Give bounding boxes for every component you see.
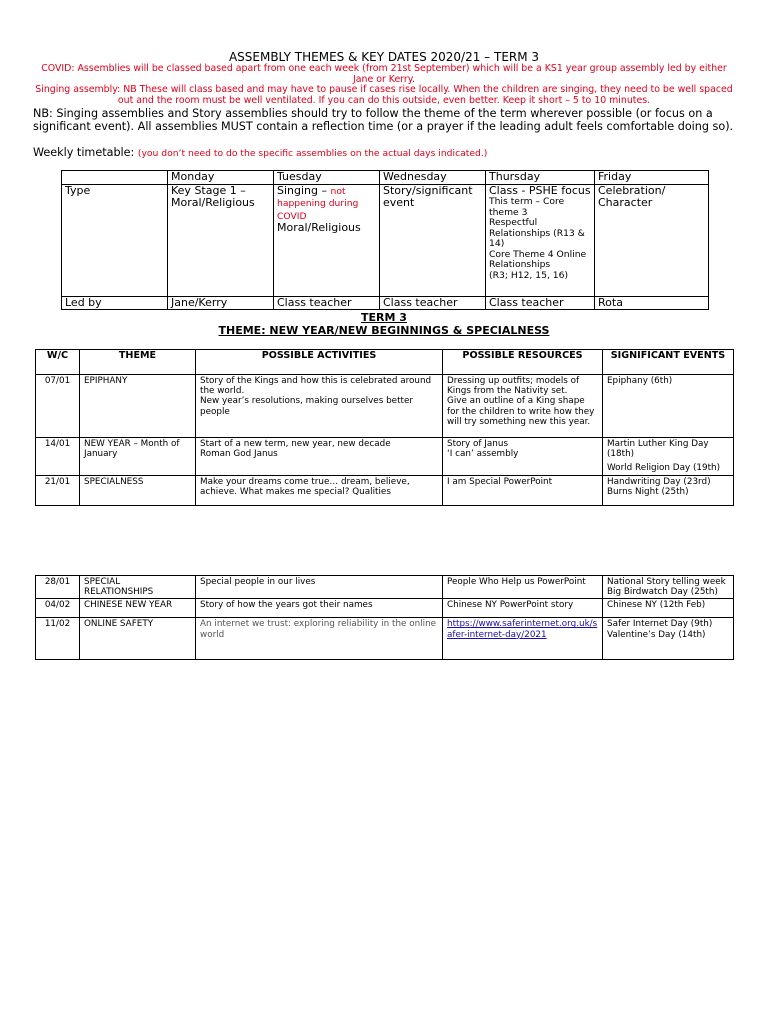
weekly-label: Weekly timetable:	[33, 146, 135, 159]
timetable-corner-cell	[62, 171, 168, 185]
led-monday: Jane/Kerry	[168, 296, 274, 310]
row-wc: 14/01	[36, 438, 80, 476]
led-tuesday: Class teacher	[274, 296, 380, 310]
row-events	[603, 576, 734, 599]
row-theme: ONLINE SAFETY	[80, 618, 196, 660]
row-resources	[443, 618, 603, 660]
header-resources: POSSIBLE RESOURCES	[443, 350, 603, 375]
page-title: ASSEMBLY THEMES & KEY DATES 2020/21 – TERM 3	[228, 50, 540, 64]
resource-line: Dressing up outfits; models of Kings from the Nativity set.	[447, 376, 580, 397]
led-label: Led by	[62, 296, 168, 310]
row-events	[603, 599, 734, 618]
row-theme: CHINESE NEW YEAR	[80, 599, 196, 618]
event-line: National Story telling week	[607, 577, 726, 587]
row-events	[603, 475, 734, 505]
table-row	[36, 438, 734, 476]
activity-line: Roman God Janus	[200, 449, 278, 460]
row-activities	[196, 375, 443, 438]
row-activities	[196, 618, 443, 660]
thursday-respectful-relationships: Respectful Relationships (R13 & 14)	[489, 217, 585, 249]
event-line: Chinese NY (12th Feb)	[607, 600, 706, 611]
event-line: Burns Night (25th)	[607, 486, 689, 497]
activity-line: Special people in our lives	[200, 577, 316, 587]
safer-internet-link[interactable]: https://www.saferinternet.org.uk/safer-internet-day/2021	[447, 619, 598, 640]
activity-line: Story of the Kings and how this is celebrated around the world.	[200, 376, 432, 397]
thursday-core-theme-4: Core Theme 4 Online Relationships	[489, 248, 587, 270]
wednesday-type: Story/significant event	[380, 184, 486, 296]
day-wednesday: Wednesday	[380, 171, 486, 185]
activity-line: Make your dreams come true… dream, believe, achieve. What makes me special? Qualities	[200, 476, 410, 497]
row-resources	[443, 475, 603, 505]
resource-line: Story of Janus	[447, 439, 509, 449]
header-theme: THEME	[80, 350, 196, 375]
row-theme: SPECIAL RELATIONSHIPS	[80, 576, 196, 599]
row-theme: NEW YEAR – Month of January	[80, 438, 196, 476]
row-events	[603, 618, 734, 660]
day-thursday: Thursday	[486, 171, 595, 185]
row-activities	[196, 599, 443, 618]
row-resources	[443, 438, 603, 476]
header-activities: POSSIBLE ACTIVITIES	[196, 350, 443, 375]
event-line: Big Birdwatch Day (25th)	[607, 587, 718, 598]
table-row	[36, 576, 734, 599]
term-heading: TERM 3	[361, 311, 407, 324]
activity-line: Start of a new term, new year, new decade	[200, 439, 391, 449]
row-wc: 04/02	[36, 599, 80, 618]
tuesday-type	[274, 184, 380, 296]
row-activities	[196, 475, 443, 505]
table-row	[36, 475, 734, 505]
weekly-timetable-label	[33, 146, 487, 160]
event-line: Valentine’s Day (14th)	[607, 629, 706, 640]
thursday-type	[486, 184, 595, 296]
led-thursday: Class teacher	[486, 296, 595, 310]
row-wc: 21/01	[36, 475, 80, 505]
table-row	[36, 618, 734, 660]
covid-notice: COVID: Assemblies will be classed based apart from one each week (from 21st September) which will be a KS1 year group assembly led by either Jane or Kerry.	[41, 63, 727, 85]
day-tuesday: Tuesday	[274, 171, 380, 185]
event-line: Safer Internet Day (9th)	[607, 619, 713, 630]
timetable-type-row	[62, 184, 709, 296]
row-activities	[196, 576, 443, 599]
tuesday-type-moral: Moral/Religious	[277, 221, 361, 234]
row-wc: 28/01	[36, 576, 80, 599]
row-activities	[196, 438, 443, 476]
type-label: Type	[62, 184, 168, 296]
row-events	[603, 375, 734, 438]
event-line: Handwriting Day (23rd)	[607, 476, 711, 487]
plan-table-2	[35, 575, 734, 660]
header-wc: W/C	[36, 350, 80, 375]
activity-line: New year’s resolutions, making ourselves better people	[200, 396, 414, 417]
resource-line: Give an outline of a King shape for the children to write how they will try something new this year.	[447, 396, 595, 427]
header-events: SIGNIFICANT EVENTS	[603, 350, 734, 375]
plan-header-row	[36, 350, 734, 375]
resource-line: ‘I can’ assembly	[447, 449, 519, 460]
row-resources	[443, 375, 603, 438]
tuesday-type-singing: Singing –	[277, 183, 327, 197]
day-monday: Monday	[168, 171, 274, 185]
thursday-references: (R3; H12, 15, 16)	[489, 269, 569, 281]
theme-heading: THEME: NEW YEAR/NEW BEGINNINGS & SPECIALNESS	[218, 324, 550, 337]
event-line: Martin Luther King Day (18th)	[607, 439, 709, 460]
row-resources	[443, 599, 603, 618]
row-resources	[443, 576, 603, 599]
day-friday: Friday	[595, 171, 709, 185]
tuesday-type-not-happening: not happening during COVID	[277, 185, 359, 222]
thursday-core-theme-3: This term – Core theme 3	[489, 196, 565, 218]
resource-line: People Who Help us PowerPoint	[447, 577, 586, 587]
table-row	[36, 599, 734, 618]
row-theme: SPECIALNESS	[80, 475, 196, 505]
weekly-timetable-table	[61, 170, 709, 310]
led-friday: Rota	[595, 296, 709, 310]
row-wc: 07/01	[36, 375, 80, 438]
row-events	[603, 438, 734, 476]
plan-table-1	[35, 349, 734, 506]
table-row	[36, 375, 734, 438]
resource-line: I am Special PowerPoint	[447, 476, 553, 487]
monday-type: Key Stage 1 – Moral/Religious	[168, 184, 274, 296]
activity-line: Story of how the years got their names	[200, 600, 373, 611]
thursday-type-title: Class - PSHE focus	[489, 183, 591, 197]
event-line: Epiphany (6th)	[607, 376, 673, 386]
led-wednesday: Class teacher	[380, 296, 486, 310]
friday-type: Celebration/ Character	[595, 184, 709, 296]
row-theme: EPIPHANY	[80, 375, 196, 438]
row-wc: 11/02	[36, 618, 80, 660]
nb-paragraph: NB: Singing assemblies and Story assemblies should try to follow the theme of the term wherever possible (or focus on a significant event). All assemblies MUST contain a reflection time (or a prayer if the leading adult feels comfortable doing so).	[33, 107, 734, 133]
singing-notice: Singing assembly: NB These will class based and may have to pause if cases rise locally. When the children are singing, they need to be well spaced out and the room must be well ventilated. If you can do this outside, even better. Keep it short – 5 to 10 minutes.	[35, 84, 733, 106]
activity-line: An internet we trust: exploring reliability in the online world	[200, 619, 437, 640]
timetable-led-row	[62, 296, 709, 310]
weekly-note: (you don’t need to do the specific assemblies on the actual days indicated.)	[137, 148, 488, 159]
timetable-header-row	[62, 171, 709, 185]
event-line: World Religion Day (19th)	[607, 463, 721, 474]
resource-line: Chinese NY PowerPoint story	[447, 600, 574, 611]
